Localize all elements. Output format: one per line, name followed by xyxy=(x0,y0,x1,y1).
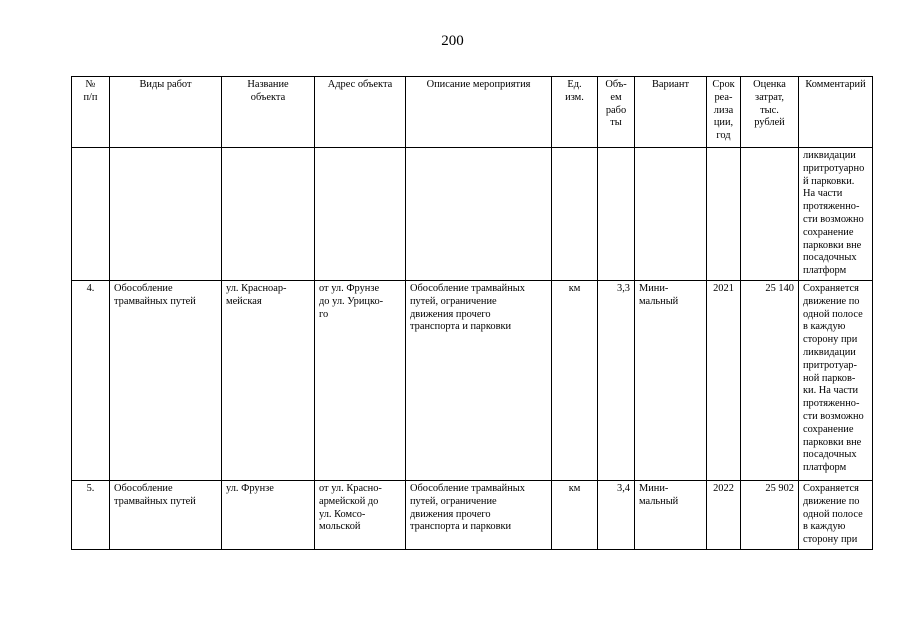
header-object-name: Название объекта xyxy=(222,77,315,148)
table-header-row xyxy=(72,77,873,148)
table-cell xyxy=(598,148,635,281)
works-table xyxy=(71,76,873,550)
table-row xyxy=(72,481,873,550)
volume-cell: 3,4 xyxy=(598,481,635,550)
unit-cell: км xyxy=(552,281,598,481)
header-volume: Объ- ем рабо ты xyxy=(598,77,635,148)
table-cell xyxy=(406,148,552,281)
num-cell: 5. xyxy=(72,481,110,550)
header-num: № п/п xyxy=(72,77,110,148)
table-cell xyxy=(315,148,406,281)
comment-cell: ликвидации притротуарно й парковки. На части протяженно- сти возможно сохранение парковки вне посадочных платформ xyxy=(799,148,873,281)
cost-cell: 25 140 xyxy=(741,281,799,481)
table-row-continuation xyxy=(72,148,873,281)
table-row xyxy=(72,281,873,481)
variant-cell: Мини- мальный xyxy=(635,281,707,481)
variant-cell: Мини- мальный xyxy=(635,481,707,550)
unit-cell: км xyxy=(552,481,598,550)
object-name-cell: ул. Красноар- мейская xyxy=(222,281,315,481)
volume-cell: 3,3 xyxy=(598,281,635,481)
address-cell: от ул. Красно- армейской до ул. Комсо- мольской xyxy=(315,481,406,550)
cost-cell: 25 902 xyxy=(741,481,799,550)
address-cell: от ул. Фрунзе до ул. Урицко- го xyxy=(315,281,406,481)
table-cell xyxy=(72,148,110,281)
header-cost: Оценка затрат, тыс. рублей xyxy=(741,77,799,148)
table-cell xyxy=(635,148,707,281)
header-variant: Вариант xyxy=(635,77,707,148)
table-cell xyxy=(707,148,741,281)
header-address: Адрес объекта xyxy=(315,77,406,148)
header-unit: Ед. изм. xyxy=(552,77,598,148)
header-description: Описание мероприятия xyxy=(406,77,552,148)
table-cell xyxy=(110,148,222,281)
comment-cell: Сохраняется движение по одной полосе в каждую сторону при xyxy=(799,481,873,550)
work-type-cell: Обособление трамвайных путей xyxy=(110,481,222,550)
description-cell: Обособление трамвайных путей, ограничение движения прочего транспорта и парковки xyxy=(406,481,552,550)
num-cell: 4. xyxy=(72,281,110,481)
description-cell: Обособление трамвайных путей, ограничение движения прочего транспорта и парковки xyxy=(406,281,552,481)
page-number: 200 xyxy=(441,33,464,49)
year-cell: 2021 xyxy=(707,281,741,481)
object-name-cell: ул. Фрунзе xyxy=(222,481,315,550)
header-comment: Комментарий xyxy=(799,77,873,148)
year-cell: 2022 xyxy=(707,481,741,550)
table-cell xyxy=(552,148,598,281)
table-cell xyxy=(741,148,799,281)
header-work-type: Виды работ xyxy=(110,77,222,148)
header-year: Срок реа- лиза ции, год xyxy=(707,77,741,148)
comment-cell: Сохраняется движение по одной полосе в каждую сторону при ликвидации притротуар- ной парков- ки. На части протяженно- сти возможно сохранение парковки вне посадочных платформ xyxy=(799,281,873,481)
work-type-cell: Обособление трамвайных путей xyxy=(110,281,222,481)
table-cell xyxy=(222,148,315,281)
